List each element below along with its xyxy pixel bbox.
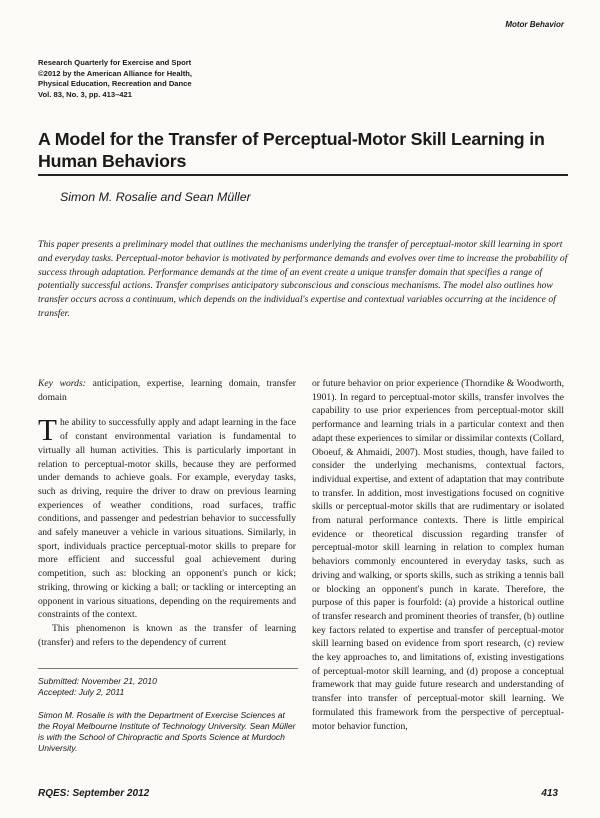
article-title: A Model for the Transfer of Perceptual-Motor Skill Learning in Human Behaviors	[38, 129, 545, 171]
publisher-line: Physical Education, Recreation and Dance	[38, 79, 192, 89]
footer-journal: RQES: September 2012	[38, 788, 150, 799]
accepted-date: Accepted: July 2, 2011	[38, 687, 125, 697]
journal-name: Research Quarterly for Exercise and Sport	[38, 58, 192, 67]
keywords-list: anticipation, expertise, learning domain, transfer domain	[38, 378, 296, 403]
abstract: This paper presents a preliminary model that outlines the mechanisms underlying the transfer of perceptual-motor skill learning in sport and everyday tasks. Perceptual-motor behavior is motivated by performance demands and evolves over time to increase the probability of success through adaptation. Performance demands at the time of an event create a unique transfer domain that specifies a range of potentially successful actions. Transfer comprises anticipatory subconscious and conscious mechanisms. The model also outlines how transfer occurs across a continuum, which depends on the individual's expertise and contextual variables occurring at the incidence of transfer.	[38, 239, 568, 319]
second-paragraph: This phenomenon is known as the transfer of learning (transfer) and refers to the dependency of current	[38, 622, 296, 648]
footnote-divider	[38, 668, 298, 669]
keywords-label: Key words:	[38, 378, 86, 389]
drop-cap: T	[38, 412, 57, 448]
intro-paragraph	[38, 412, 296, 622]
section-label: Motor Behavior	[505, 20, 564, 29]
keywords	[38, 377, 296, 404]
right-column	[312, 377, 564, 733]
left-column	[38, 377, 296, 649]
journal-info	[38, 58, 192, 100]
right-column-text: or future behavior on prior experience (Thorndike & Woodworth, 1901). In regard to perceptual-motor skills, transfer involves the capability to use prior experiences from perceptual-motor skill performance and learning trials in a particular context and then adapt these experiences to similar or dissimilar contexts (Collard, Oboeuf, & Ahmaidi, 2007). Most studies, though, have failed to consider the underlying mechanisms, contextual factors, individual expertise, and extent of adaptation that may contribute to transfer. In addition, most investigations focused on cognitive skills or perceptual-motor skills that are rudimentary or isolated from natural performance contexts. There is little empirical evidence or theoretical discussion regarding transfer of perceptual-motor skill learning in relation to complex human behaviors commonly encountered in everyday tasks, such as driving and walking, or sports skills, such as striking a tennis ball or blocking an opponent's punch in karate. Therefore, the purpose of this paper is fourfold: (a) provide a historical outline of transfer research and prominent theories of transfer, (b) outline key factors related to expertise and transfer of perceptual-motor skill learning based on evidence from sport research, (c) review the key approaches to, and limitations of, existing investigations of perceptual-motor skill learning, and (d) propose a conceptual framework that may guide future research and understanding of transfer into transfer of perceptual-motor skill learning. We formulated this framework from the perspective of perceptual-motor behavior function,	[312, 378, 564, 732]
submission-dates	[38, 676, 157, 698]
article-authors: Simon M. Rosalie and Sean Müller	[60, 190, 251, 204]
title-divider	[38, 174, 568, 176]
page-number: 413	[541, 788, 558, 799]
submitted-date: Submitted: November 21, 2010	[38, 676, 157, 686]
author-affiliation: Simon M. Rosalie is with the Department of Exercise Sciences at the Royal Melbourne Institute of Technology University. Sean Müller is with the School of Chiropractic and Sports Science at Murdoch University.	[38, 710, 296, 753]
volume-line: Vol. 83, No. 3, pp. 413–421	[38, 89, 132, 99]
intro-paragraph-text: he ability to successfully apply and adapt learning in the face of constant environmental variation is fundamental to virtually all human activities. This is particularly important in relation to perceptual-motor skills, because they are performed under demands to achieve goals. For example, everyday tasks, such as driving, require the driver to draw on previous learning experiences of weather conditions, road surfaces, traffic conditions, and passenger and pedestrian behavior to successfully and safely maneuver a vehicle in various situations. Similarly, in sport, individuals practice perceptual-motor skills to prepare for more efficient and successful goal achievement during competition, such as: blocking an opponent's punch or kick; striking, throwing or kicking a ball; or tackling or intercepting an opponent in various situations, depending on the requirements and constraints of the context.	[38, 417, 296, 621]
copyright-line: ©2012 by the American Alliance for Health,	[38, 68, 193, 78]
